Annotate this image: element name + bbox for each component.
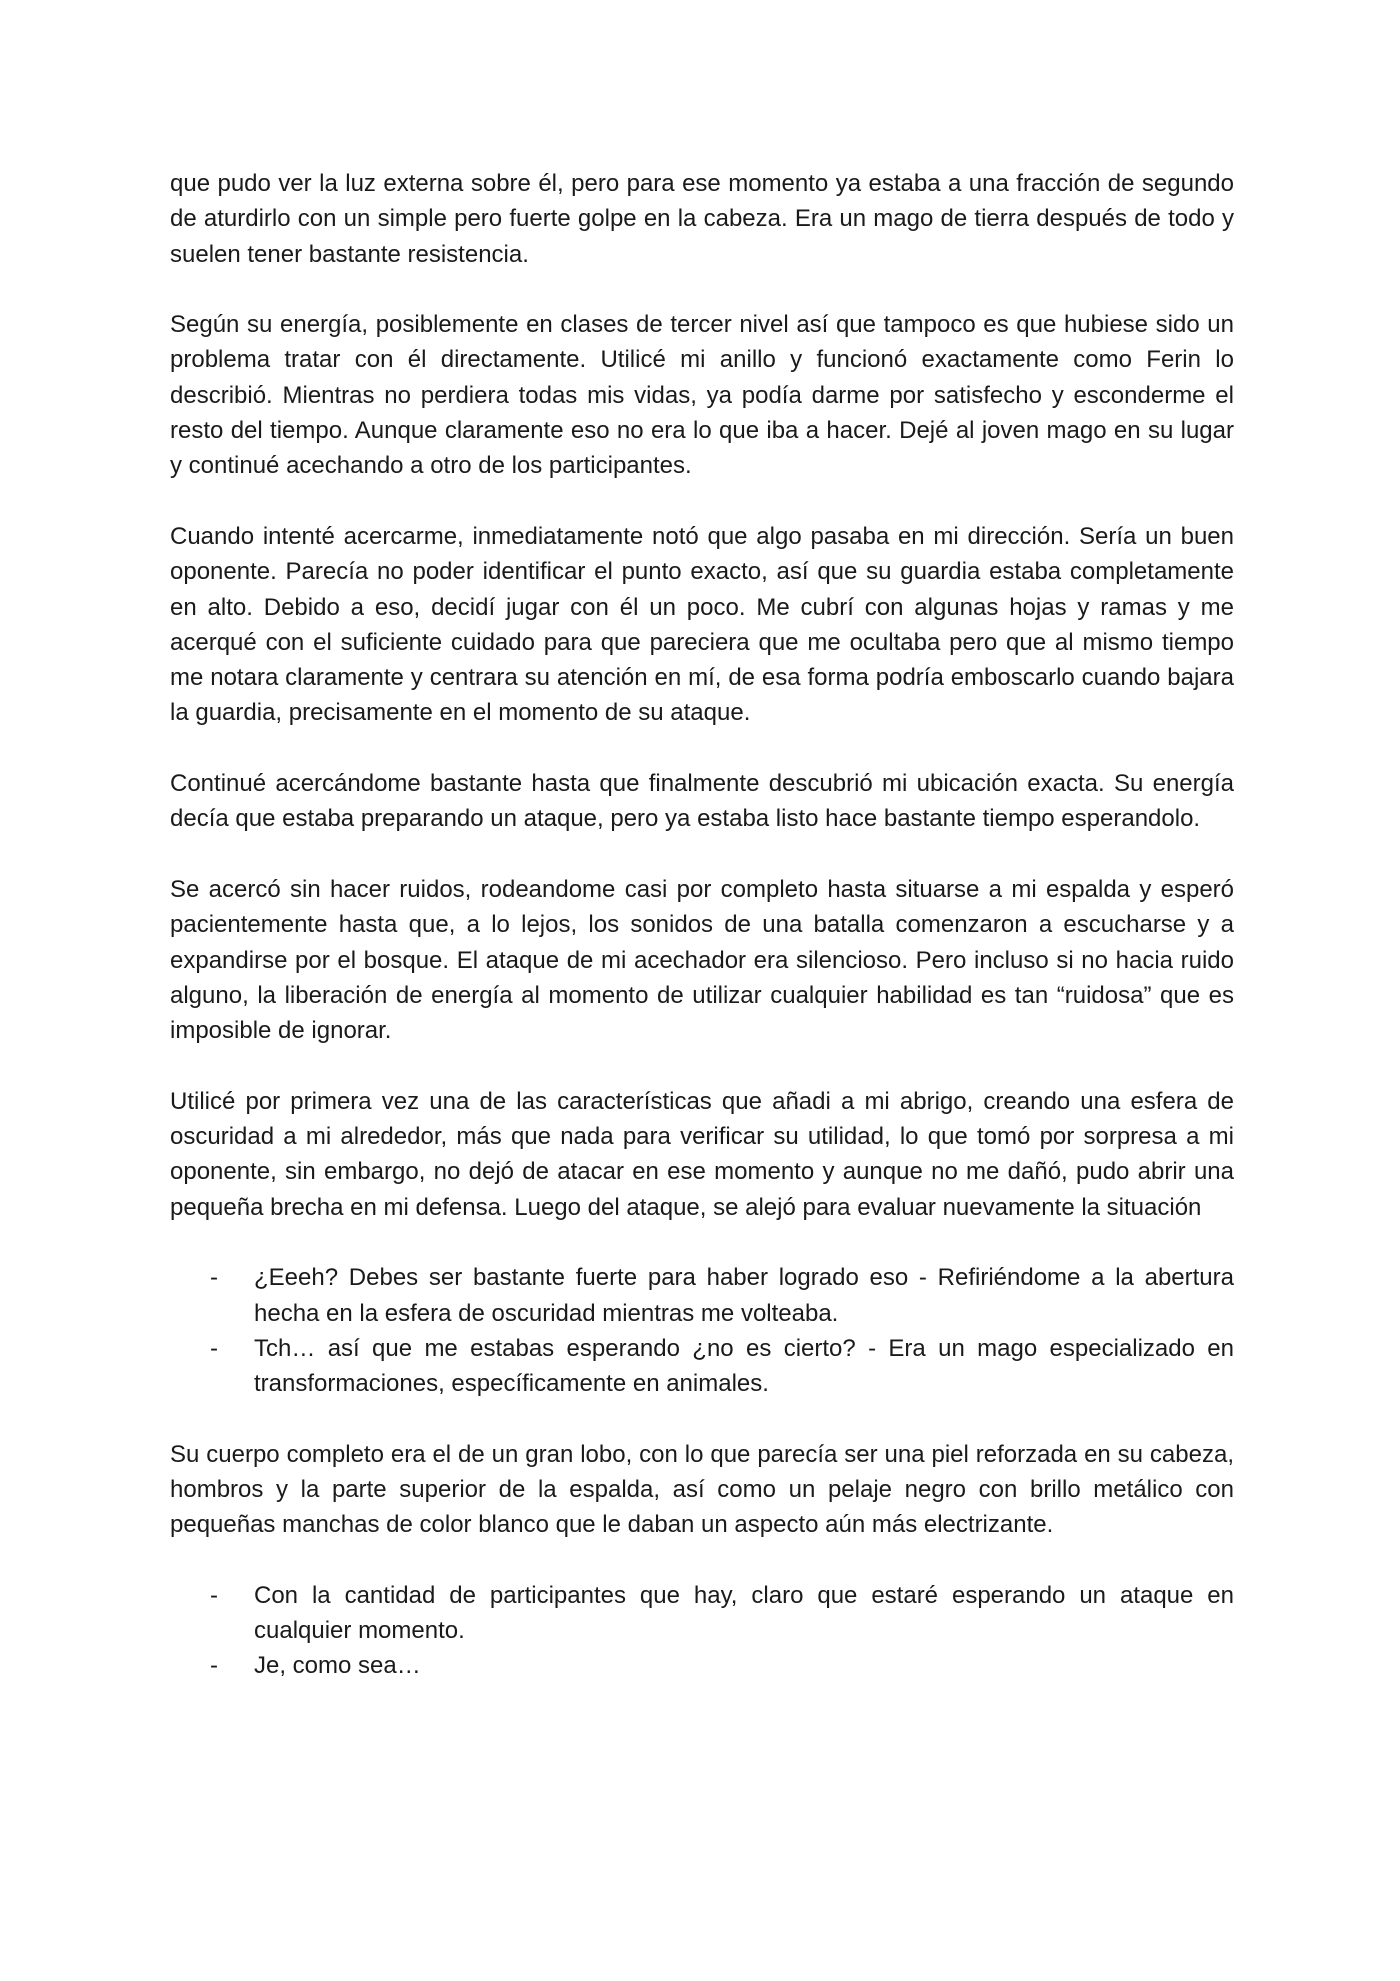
- document-page: [170, 166, 1234, 1719]
- paragraph: Se acercó sin hacer ruidos, rodeandome casi por completo hasta situarse a mi espalda y esperó pacientemente hasta que, a lo lejos, los sonidos de una batalla comenzaron a escucharse y a expandirse por el bosque. El ataque de mi acechador era silencioso. Pero incluso si no hacia ruido alguno, la liberación de energía al momento de utilizar cualquier habilidad es tan “ruidosa” que es imposible de ignorar.: [170, 875, 1234, 1045]
- dialogue-list: [170, 1578, 1234, 1684]
- dialogue-dash: -: [210, 1652, 218, 1680]
- dialogue-line: [170, 1578, 1234, 1649]
- dialogue-line: [170, 1648, 1234, 1683]
- paragraph: Utilicé por primera vez una de las características que añadi a mi abrigo, creando una esfera de oscuridad a mi alrededor, más que nada para verificar su utilidad, lo que tomó por sorpresa a mi oponente, sin embargo, no dejó de atacar en ese momento y aunque no me dañó, pudo abrir una pequeña brecha en mi defensa. Luego del ataque, se alejó para evaluar nuevamente la situación: [170, 1087, 1234, 1221]
- dialogue-list: [170, 1260, 1234, 1401]
- dialogue-dash: -: [210, 1264, 218, 1292]
- paragraph: Su cuerpo completo era el de un gran lobo, con lo que parecía ser una piel reforzada en su cabeza, hombros y la parte superior de la espalda, así como un pelaje negro con brillo metálico con pequeñas manchas de color blanco que le daban un aspecto aún más electrizante.: [170, 1440, 1234, 1539]
- dialogue-dash: -: [210, 1581, 218, 1609]
- dialogue-dash: -: [210, 1334, 218, 1362]
- dialogue-text: Tch… así que me estabas esperando ¿no es cierto? - Era un mago especializado en transformaciones, específicamente en animales.: [254, 1334, 1234, 1398]
- dialogue-text: Con la cantidad de participantes que hay, claro que estaré esperando un ataque en cualquier momento.: [254, 1581, 1234, 1645]
- dialogue-line: [170, 1331, 1234, 1402]
- paragraph: Continué acercándome bastante hasta que finalmente descubrió mi ubicación exacta. Su energía decía que estaba preparando un ataque, pero ya estaba listo hace bastante tiempo esperandolo.: [170, 770, 1234, 833]
- paragraph: que pudo ver la luz externa sobre él, pero para ese momento ya estaba a una fracción de segundo de aturdirlo con un simple pero fuerte golpe en la cabeza. Era un mago de tierra después de todo y suelen tener bastante resistencia.: [170, 170, 1234, 268]
- dialogue-text: ¿Eeeh? Debes ser bastante fuerte para haber logrado eso - Refiriéndome a la abertura hecha en la esfera de oscuridad mientras me volteaba.: [254, 1264, 1234, 1327]
- dialogue-text: Je, como sea…: [254, 1652, 421, 1680]
- paragraph: Según su energía, posiblemente en clases de tercer nivel así que tampoco es que hubiese sido un problema tratar con él directamente. Utilicé mi anillo y funcionó exactamente como Ferin lo describió. Mientras no perdiera todas mis vidas, ya podía darme por satisfecho y esconderme el resto del tiempo. Aunque claramente eso no era lo que iba a hacer. Dejé al joven mago en su lugar y continué acechando a otro de los participantes.: [170, 311, 1234, 480]
- paragraph: Cuando intenté acercarme, inmediatamente notó que algo pasaba en mi dirección. Sería un buen oponente. Parecía no poder identificar el punto exacto, así que su guardia estaba completamente en alto. Debido a eso, decidí jugar con él un poco. Me cubrí con algunas hojas y ramas y me acerqué con el suficiente cuidado para que pareciera que me ocultaba pero que al mismo tiempo me notara claramente y centrara su atención en mí, de esa forma podría emboscarlo cuando bajara la guardia, precisamente en el momento de su ataque.: [170, 522, 1234, 727]
- dialogue-line: [170, 1260, 1234, 1331]
